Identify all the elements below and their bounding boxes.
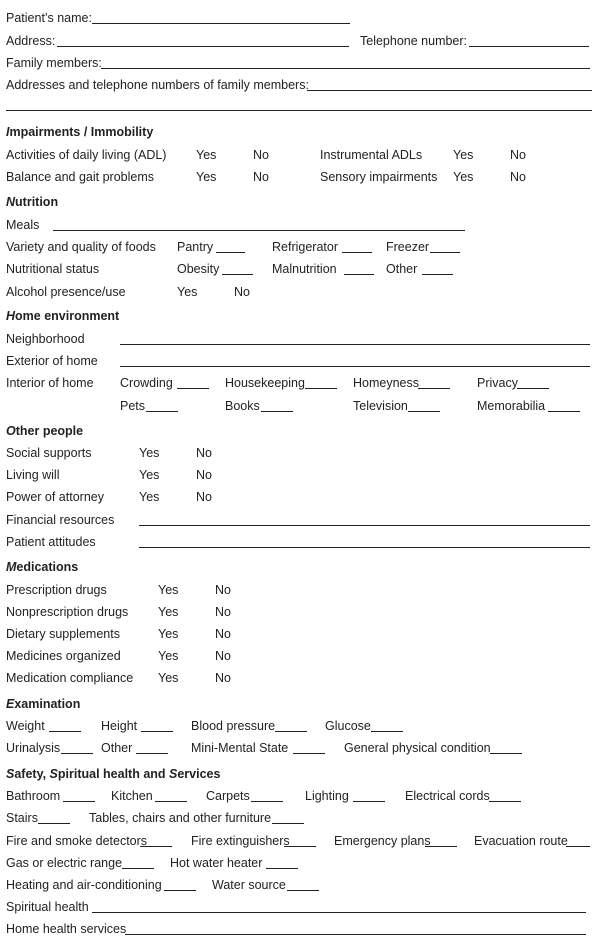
tables-field[interactable]: [272, 823, 304, 824]
range-field[interactable]: [122, 868, 154, 869]
books-label: Books: [225, 399, 260, 413]
malnutrition-field[interactable]: [344, 274, 374, 275]
balance-yes[interactable]: Yes: [196, 170, 217, 184]
family-label: Family members:: [6, 56, 102, 70]
homeyness-label: Homeyness: [353, 376, 419, 390]
family-contacts-field[interactable]: [307, 90, 592, 91]
privacy-field[interactable]: [517, 388, 549, 389]
hvac-field[interactable]: [164, 890, 196, 891]
bathroom-field[interactable]: [63, 801, 95, 802]
compliance-no[interactable]: No: [215, 671, 231, 685]
iadl-label: Instrumental ADLs: [320, 148, 423, 162]
bp-label: Blood pressure: [191, 719, 276, 733]
nonrx-label: Nonprescription drugs: [6, 605, 129, 619]
obesity-label: Obesity: [177, 262, 220, 276]
exam-other-label: Other: [101, 741, 133, 755]
interior-label: Interior of home: [6, 376, 94, 390]
balance-label: Balance and gait problems: [6, 170, 155, 184]
living-will-label: Living will: [6, 468, 60, 482]
organized-label: Medicines organized: [6, 649, 121, 663]
urinalysis-field[interactable]: [61, 753, 93, 754]
nonrx-yes[interactable]: Yes: [158, 605, 179, 619]
pantry-label: Pantry: [177, 240, 214, 254]
living-will-no[interactable]: No: [196, 468, 212, 482]
home-health-field[interactable]: [125, 934, 586, 935]
spiritual-label: Spiritual health: [6, 900, 89, 914]
neighborhood-label: Neighborhood: [6, 332, 85, 346]
television-label: Television: [353, 399, 408, 413]
telephone-label: Telephone number:: [360, 34, 468, 48]
exterior-label: Exterior of home: [6, 354, 98, 368]
financial-field[interactable]: [139, 525, 590, 526]
housekeeping-field[interactable]: [305, 388, 337, 389]
family-contacts-label: Addresses and telephone numbers of family members:: [6, 78, 309, 92]
extinguishers-label: Fire extinguishers: [191, 834, 290, 848]
range-label: Gas or electric range: [6, 856, 123, 870]
medications-header: Medications: [6, 560, 79, 574]
memorabilia-field[interactable]: [548, 411, 580, 412]
living-will-yes[interactable]: Yes: [139, 468, 160, 482]
malnutrition-label: Malnutrition: [272, 262, 337, 276]
impairments-header: Impairments / Immobility: [6, 125, 154, 139]
patient-name-field[interactable]: [92, 23, 350, 24]
refrigerator-label: Refrigerator: [272, 240, 338, 254]
pets-field[interactable]: [146, 411, 178, 412]
alcohol-label: Alcohol presence/use: [6, 285, 126, 299]
telephone-field[interactable]: [469, 46, 589, 47]
dietary-no[interactable]: No: [215, 627, 231, 641]
address-field[interactable]: [57, 46, 349, 47]
adl-label: Activities of daily living (ADL): [6, 148, 167, 162]
dietary-yes[interactable]: Yes: [158, 627, 179, 641]
lighting-field[interactable]: [353, 801, 385, 802]
glucose-field[interactable]: [371, 731, 403, 732]
extinguishers-field[interactable]: [284, 846, 316, 847]
sensory-yes[interactable]: Yes: [453, 170, 474, 184]
pets-label: Pets: [120, 399, 146, 413]
home-header: Home environment: [6, 309, 120, 323]
other-people-header: Other people: [6, 424, 84, 438]
compliance-yes[interactable]: Yes: [158, 671, 179, 685]
social-label: Social supports: [6, 446, 92, 460]
meals-label: Meals: [6, 218, 40, 232]
address-label: Address:: [6, 34, 56, 48]
family-field[interactable]: [101, 68, 590, 69]
books-field[interactable]: [261, 411, 293, 412]
emergency-field[interactable]: [425, 846, 457, 847]
freezer-label: Freezer: [386, 240, 430, 254]
pantry-field[interactable]: [216, 252, 245, 253]
kitchen-field[interactable]: [155, 801, 187, 802]
water-field[interactable]: [287, 890, 319, 891]
heater-field[interactable]: [266, 868, 298, 869]
power-no[interactable]: No: [196, 490, 212, 504]
carpets-label: Carpets: [206, 789, 250, 803]
family-contacts-extra-line[interactable]: [6, 110, 592, 111]
weight-label: Weight: [6, 719, 45, 733]
housekeeping-label: Housekeeping: [225, 376, 305, 390]
social-yes[interactable]: Yes: [139, 446, 160, 460]
general-field[interactable]: [490, 753, 522, 754]
stairs-field[interactable]: [38, 823, 70, 824]
sensory-no[interactable]: No: [510, 170, 526, 184]
television-field[interactable]: [408, 411, 440, 412]
evacuation-field[interactable]: [566, 846, 590, 847]
patient-name-label: Patient’s name:: [6, 11, 92, 25]
crowding-label: Crowding: [120, 376, 173, 390]
nonrx-no[interactable]: No: [215, 605, 231, 619]
adl-no[interactable]: No: [253, 148, 269, 162]
tables-label: Tables, chairs and other furniture: [89, 811, 272, 825]
privacy-label: Privacy: [477, 376, 518, 390]
alcohol-yes[interactable]: Yes: [177, 285, 198, 299]
general-label: General physical condition: [344, 741, 491, 755]
home-health-label: Home health services: [6, 922, 127, 936]
nutrition-header: Nutrition: [6, 195, 59, 209]
obesity-field[interactable]: [222, 274, 253, 275]
weight-field[interactable]: [49, 731, 81, 732]
social-no[interactable]: No: [196, 446, 212, 460]
compliance-label: Medication compliance: [6, 671, 134, 685]
bathroom-label: Bathroom: [6, 789, 61, 803]
nutrition-other-label: Other: [386, 262, 418, 276]
homeyness-field[interactable]: [418, 388, 450, 389]
bp-field[interactable]: [275, 731, 307, 732]
iadl-yes[interactable]: Yes: [453, 148, 474, 162]
lighting-label: Lighting: [305, 789, 349, 803]
attitudes-field[interactable]: [139, 547, 590, 548]
variety-label: Variety and quality of foods: [6, 240, 156, 254]
cords-label: Electrical cords: [405, 789, 490, 803]
crowding-field[interactable]: [177, 388, 209, 389]
detectors-field[interactable]: [140, 846, 172, 847]
detectors-label: Fire and smoke detectors: [6, 834, 148, 848]
meals-field[interactable]: [53, 230, 465, 231]
refrigerator-field[interactable]: [342, 252, 372, 253]
height-field[interactable]: [141, 731, 173, 732]
mmse-field[interactable]: [293, 753, 325, 754]
dietary-label: Dietary supplements: [6, 627, 120, 641]
memorabilia-label: Memorabilia: [477, 399, 546, 413]
cords-field[interactable]: [489, 801, 521, 802]
glucose-label: Glucose: [325, 719, 371, 733]
height-label: Height: [101, 719, 138, 733]
balance-no[interactable]: No: [253, 170, 269, 184]
nutritional-status-label: Nutritional status: [6, 262, 100, 276]
safety-header: Safety, Spiritual health and Services: [6, 767, 221, 781]
examination-header: Examination: [6, 697, 81, 711]
rx-no[interactable]: No: [215, 583, 231, 597]
nutrition-other-field[interactable]: [422, 274, 453, 275]
power-label: Power of attorney: [6, 490, 104, 504]
organized-yes[interactable]: Yes: [158, 649, 179, 663]
neighborhood-field[interactable]: [120, 344, 590, 345]
mmse-label: Mini-Mental State: [191, 741, 289, 755]
evacuation-label: Evacuation route: [474, 834, 568, 848]
water-label: Water source: [212, 878, 286, 892]
rx-label: Prescription drugs: [6, 583, 107, 597]
emergency-label: Emergency plans: [334, 834, 431, 848]
stairs-label: Stairs: [6, 811, 38, 825]
carpets-field[interactable]: [251, 801, 283, 802]
sensory-label: Sensory impairments: [320, 170, 438, 184]
urinalysis-label: Urinalysis: [6, 741, 61, 755]
attitudes-label: Patient attitudes: [6, 535, 96, 549]
spiritual-field[interactable]: [92, 912, 586, 913]
alcohol-no[interactable]: No: [234, 285, 250, 299]
organized-no[interactable]: No: [215, 649, 231, 663]
heater-label: Hot water heater: [170, 856, 263, 870]
hvac-label: Heating and air-conditioning: [6, 878, 162, 892]
freezer-field[interactable]: [430, 252, 460, 253]
iadl-no[interactable]: No: [510, 148, 526, 162]
adl-yes[interactable]: Yes: [196, 148, 217, 162]
power-yes[interactable]: Yes: [139, 490, 160, 504]
exterior-field[interactable]: [120, 366, 590, 367]
exam-other-field[interactable]: [136, 753, 168, 754]
financial-label: Financial resources: [6, 513, 115, 527]
kitchen-label: Kitchen: [111, 789, 153, 803]
rx-yes[interactable]: Yes: [158, 583, 179, 597]
